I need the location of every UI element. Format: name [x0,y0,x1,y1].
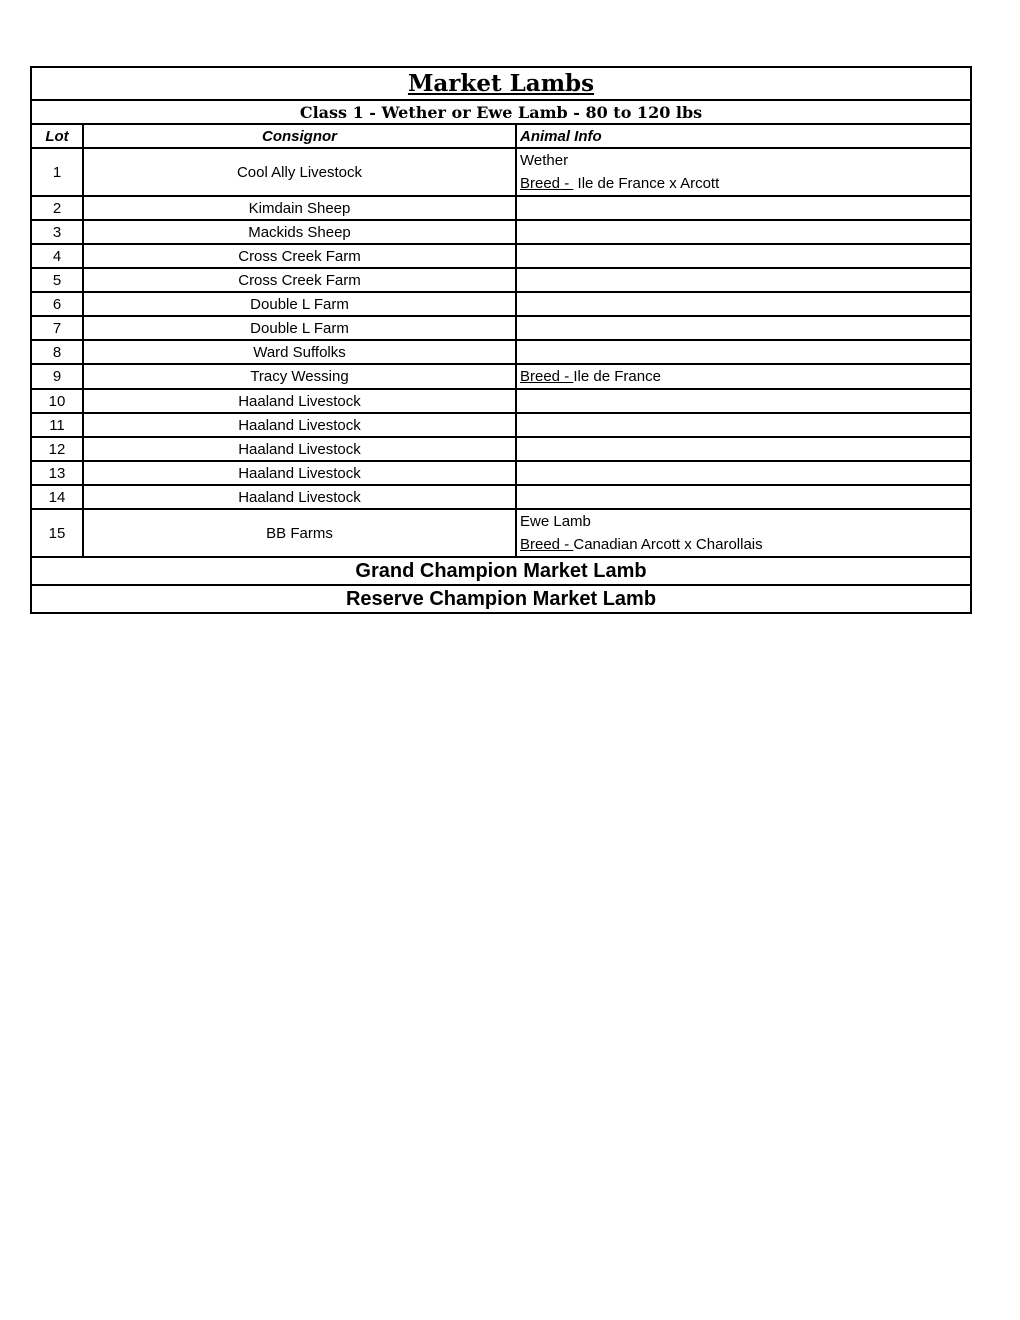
consignor-name: Haaland Livestock [83,413,516,437]
lot-number: 10 [31,389,83,413]
table-row [31,340,971,364]
animal-info [516,316,971,340]
header-animal-info: Animal Info [516,124,971,148]
grand-champion-label: Grand Champion Market Lamb [31,557,971,585]
animal-info [516,148,971,196]
reserve-champion-label: Reserve Champion Market Lamb [31,585,971,613]
lot-number: 5 [31,268,83,292]
lot-number: 13 [31,461,83,485]
lot-number: 8 [31,340,83,364]
animal-info [516,196,971,220]
lot-number: 15 [31,509,83,557]
breed-value: Canadian Arcott x Charollais [573,536,763,553]
animal-info [516,220,971,244]
table-row [31,148,971,196]
table-row [31,389,971,413]
table-row [31,461,971,485]
consignor-name: Double L Farm [83,292,516,316]
class-title: Class 1 - Wether or Ewe Lamb - 80 to 120 lbs [31,100,971,124]
table-row [31,509,971,557]
table-row [31,437,971,461]
consignor-name: Cool Ally Livestock [83,148,516,196]
consignor-name: Kimdain Sheep [83,196,516,220]
breed-label: Breed - [520,536,574,553]
breed-line [520,365,970,388]
class-row [31,100,971,124]
table-row [31,292,971,316]
table-row [31,364,971,389]
breed-value: Ile de France x Arcott [573,175,720,192]
sheet-title: Market Lambs [31,67,971,100]
breed-label: Breed - [520,175,574,192]
lot-number: 2 [31,196,83,220]
table-row [31,413,971,437]
header-consignor: Consignor [83,124,516,148]
lot-number: 6 [31,292,83,316]
consignor-name: Cross Creek Farm [83,268,516,292]
title-row [31,67,971,100]
table-row [31,196,971,220]
lot-number: 4 [31,244,83,268]
consignor-name: BB Farms [83,509,516,557]
animal-type: Ewe Lamb [520,513,591,530]
consignor-name: Tracy Wessing [83,364,516,389]
breed-line [520,172,970,195]
animal-info [516,461,971,485]
lot-number: 12 [31,437,83,461]
table-row [31,316,971,340]
consignor-name: Haaland Livestock [83,485,516,509]
lot-number: 1 [31,148,83,196]
lot-number: 7 [31,316,83,340]
consignor-name: Ward Suffolks [83,340,516,364]
lot-number: 9 [31,364,83,389]
table-row [31,244,971,268]
animal-info [516,389,971,413]
reserve-champion-row [31,585,971,613]
animal-info [516,485,971,509]
breed-line [520,533,970,556]
table-row [31,220,971,244]
animal-info [516,340,971,364]
animal-info [516,413,971,437]
animal-info [516,292,971,316]
consignor-name: Haaland Livestock [83,461,516,485]
lot-number: 3 [31,220,83,244]
header-lot: Lot [31,124,83,148]
consignor-name: Double L Farm [83,316,516,340]
breed-label: Breed - [520,368,574,385]
consignor-name: Mackids Sheep [83,220,516,244]
lot-number: 11 [31,413,83,437]
animal-info [516,244,971,268]
grand-champion-row [31,557,971,585]
consignor-name: Haaland Livestock [83,437,516,461]
breed-value: Ile de France [573,368,661,385]
animal-type: Wether [520,152,569,169]
consignor-name: Haaland Livestock [83,389,516,413]
animal-info [516,437,971,461]
table-row [31,268,971,292]
animal-info [516,364,971,389]
lot-number: 14 [31,485,83,509]
animal-info [516,509,971,557]
header-row [31,124,971,148]
table-row [31,485,971,509]
consignor-name: Cross Creek Farm [83,244,516,268]
market-lambs-table [30,66,972,614]
animal-info [516,268,971,292]
